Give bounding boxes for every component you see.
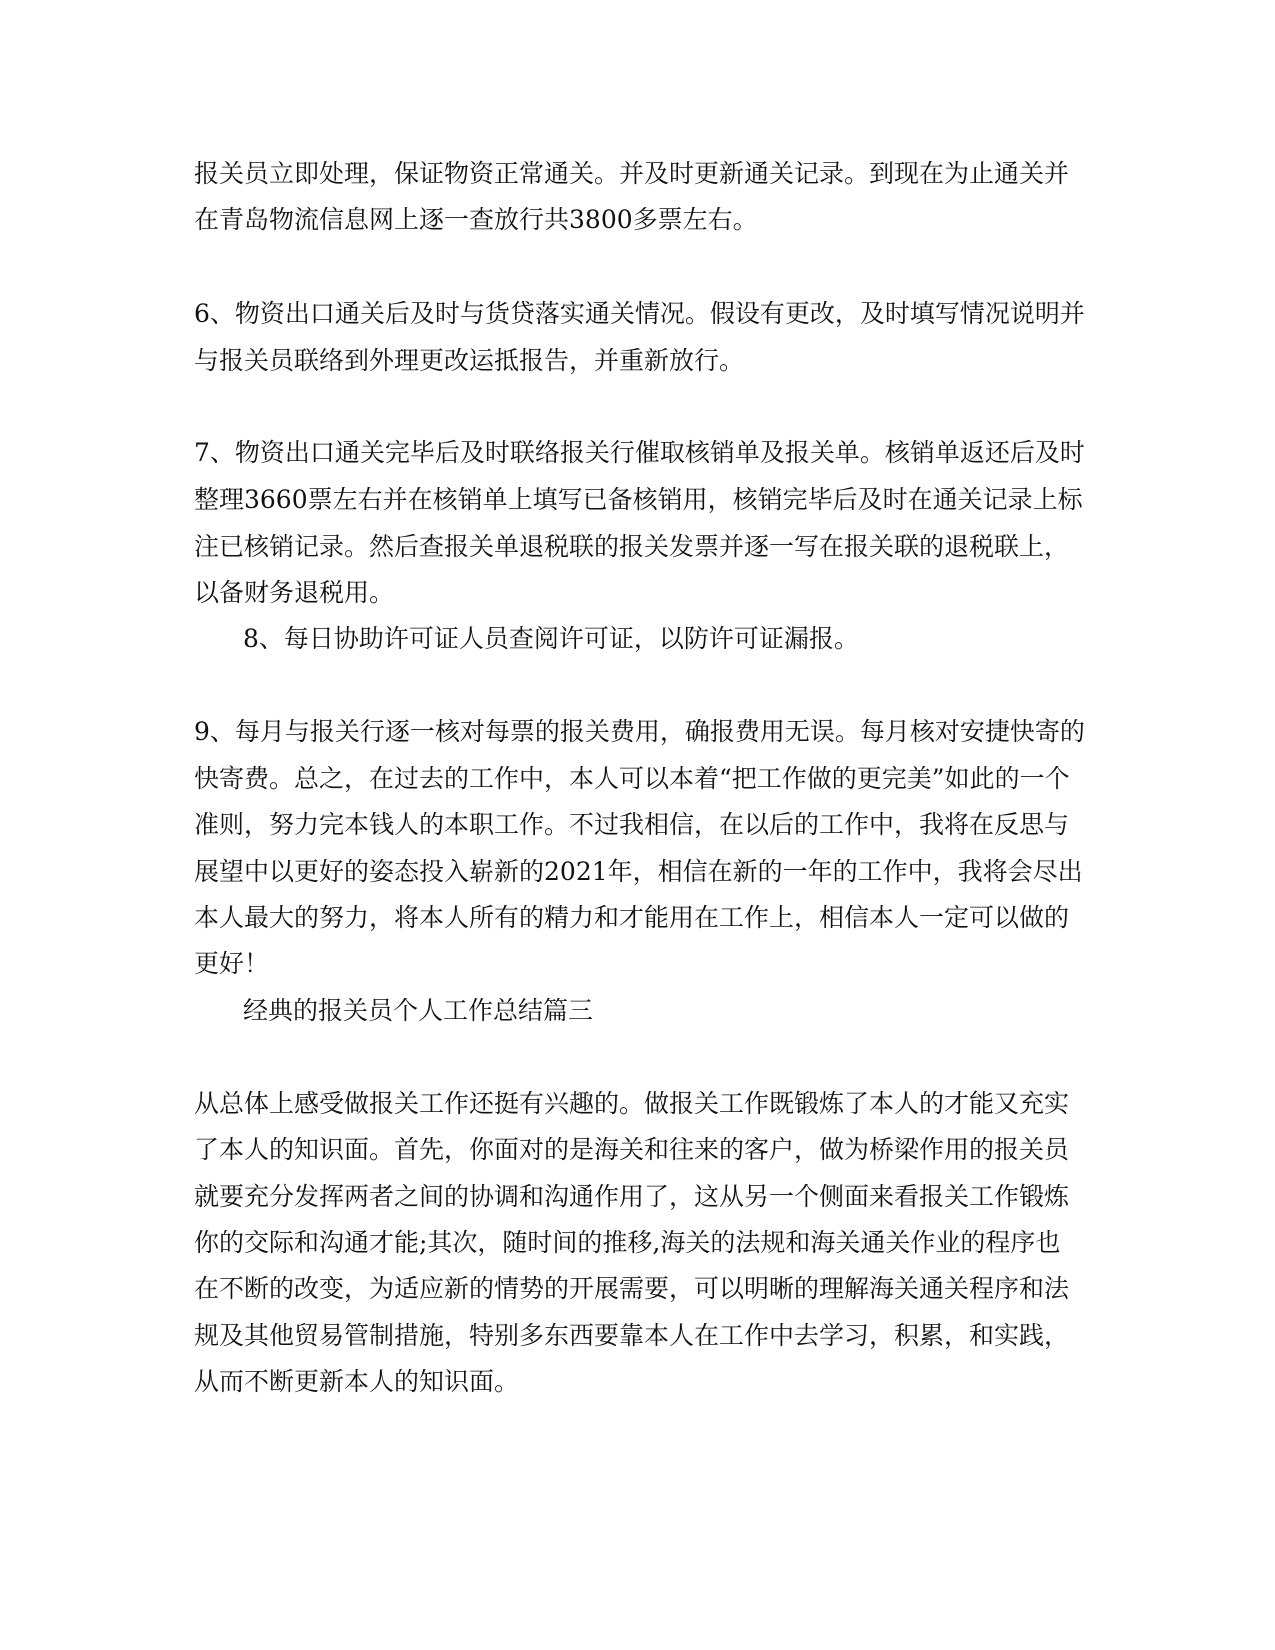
text-line: 9、每月与报关行逐一核对每票的报关费用，确报费用无误。每月核对安捷快寄的: [194, 717, 1085, 746]
text-line: 从而不断更新本人的知识面。: [194, 1367, 520, 1396]
text-line: 就要充分发挥两者之间的协调和沟通作用了，这从另一个侧面来看报关工作锻炼: [194, 1182, 1070, 1211]
text-line: 你的交际和沟通才能;其次，随时间的推移,海关的法规和海关通关作业的程序也: [194, 1228, 1061, 1257]
text-line: 规及其他贸易管制措施，特别多东西要靠本人在工作中去学习，积累，和实践，: [194, 1321, 1070, 1350]
text-line: 从总体上感受做报关工作还挺有兴趣的。做报关工作既锻炼了本人的才能又充实: [194, 1089, 1070, 1118]
text-line: 报关员立即处理，保证物资正常通关。并及时更新通关记录。到现在为止通关并: [194, 159, 1070, 188]
text-line: 6、物资出口通关后及时与货贷落实通关情况。假设有更改，及时填写情况说明并: [194, 299, 1085, 328]
text-line: 在不断的改变，为适应新的情势的开展需要，可以明晰的理解海关通关程序和法: [194, 1274, 1070, 1303]
text-line: 快寄费。总之，在过去的工作中，本人可以本着“把工作做的更完美”如此的一个: [194, 764, 1070, 793]
text-line: 准则，努力完本钱人的本职工作。不过我相信，在以后的工作中，我将在反思与: [194, 810, 1070, 839]
text-line: 在青岛物流信息网上逐一查放行共3800多票左右。: [194, 205, 758, 234]
text-line: 了本人的知识面。首先，你面对的是海关和往来的客户，做为桥梁作用的报关员: [194, 1135, 1070, 1164]
section-heading: 经典的报关员个人工作总结篇三: [243, 996, 594, 1025]
text-line: 本人最大的努力，将本人所有的精力和才能用在工作上，相信本人一定可以做的: [194, 903, 1070, 932]
text-line: 更好！: [194, 949, 270, 978]
text-line: 8、每日协助许可证人员查阅许可证，以防许可证漏报。: [243, 624, 859, 653]
text-line: 以备财务退税用。: [194, 578, 395, 607]
text-line: 展望中以更好的姿态投入崭新的2021年，相信在新的一年的工作中，我将会尽出: [194, 857, 1083, 886]
text-line: 7、物资出口通关完毕后及时联络报关行催取核销单及报关单。核销单返还后及时: [194, 438, 1085, 467]
text-line: 与报关员联络到外理更改运抵报告，并重新放行。: [194, 346, 745, 375]
text-line: 整理3660票左右并在核销单上填写已备核销用，核销完毕后及时在通关记录上标: [194, 485, 1083, 514]
text-line: 注已核销记录。然后查报关单退税联的报关发票并逐一写在报关联的退税联上，: [194, 532, 1070, 561]
